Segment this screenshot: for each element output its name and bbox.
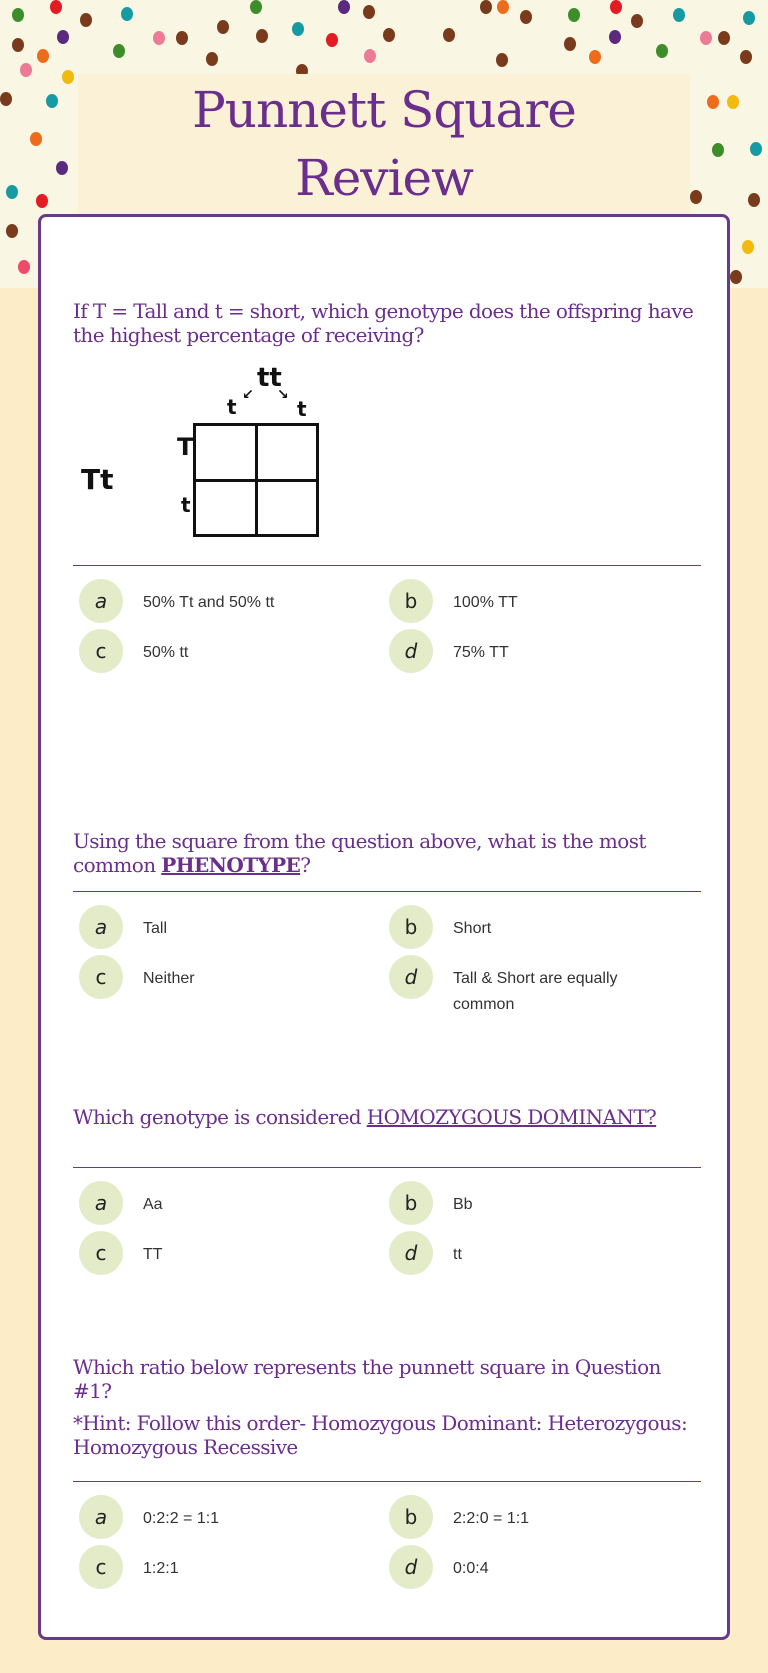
letter-a-bubble: a — [79, 905, 123, 949]
worksheet-card — [38, 214, 730, 1640]
question-2-text: Using the square from the question above, what is the most common PHENOTYPE? — [73, 829, 646, 877]
letter-b-bubble: b — [389, 905, 433, 949]
answer-text: Neither — [143, 970, 195, 987]
top-parent-label: tt — [257, 363, 282, 393]
question-4 — [73, 1355, 701, 1459]
question-3-answers — [79, 1181, 707, 1281]
title-line-2: Review — [295, 149, 473, 207]
answer-text: 50% Tt and 50% tt — [143, 594, 275, 611]
homozygous-dominant-emphasis: HOMOZYGOUS DOMINANT? — [366, 1105, 657, 1129]
answer-text: Tall — [143, 920, 168, 937]
letter-c-bubble: c — [79, 629, 123, 673]
letter-d-bubble: d — [389, 955, 433, 999]
question-3-text: Which genotype is considered HOMOZYGOUS DOMINANT? — [73, 1105, 657, 1129]
answer-text: Tall & Short are equally common — [453, 970, 618, 1013]
letter-a-bubble: a — [79, 1495, 123, 1539]
title-line-1: Punnett Square — [192, 81, 576, 139]
side-parent-label: Tt — [81, 463, 114, 496]
question-3 — [73, 1105, 701, 1129]
letter-a-bubble: a — [79, 579, 123, 623]
question-3-divider — [73, 1167, 701, 1168]
phenotype-emphasis: PHENOTYPE — [161, 853, 301, 877]
punnett-square-diagram — [81, 363, 321, 543]
answer-text: Short — [453, 920, 492, 937]
answer-text: 0:2:2 = 1:1 — [143, 1510, 220, 1527]
letter-d-bubble: d — [389, 629, 433, 673]
answer-text: 1:2:1 — [143, 1560, 179, 1577]
answer-option-c[interactable] — [79, 629, 379, 673]
letter-d-bubble: d — [389, 1231, 433, 1275]
question-2-divider — [73, 891, 701, 892]
answer-option-b[interactable] — [389, 579, 689, 623]
letter-b-bubble: b — [389, 579, 433, 623]
answer-option-c[interactable] — [79, 1545, 379, 1589]
punnett-grid — [193, 423, 319, 537]
answer-option-d[interactable] — [389, 1545, 689, 1589]
answer-text: Aa — [143, 1196, 163, 1213]
question-1 — [73, 299, 701, 347]
question-4-hint: *Hint: Follow this order- Homozygous Dominant: Heterozygous: Homozygous Recessive — [73, 1411, 688, 1459]
question-1-divider — [73, 565, 701, 566]
side-allele-1: T — [177, 433, 194, 461]
answer-option-d[interactable] — [389, 629, 689, 673]
answer-text: Bb — [453, 1196, 473, 1213]
answer-option-a[interactable] — [79, 1181, 379, 1225]
answer-option-c[interactable] — [79, 955, 379, 999]
question-2-answers — [79, 905, 707, 1015]
answer-option-c[interactable] — [79, 1231, 379, 1275]
answer-option-a[interactable] — [79, 1495, 379, 1539]
question-4-divider — [73, 1481, 701, 1482]
question-2 — [73, 829, 701, 877]
letter-b-bubble: b — [389, 1181, 433, 1225]
top-allele-2: t — [297, 397, 307, 421]
question-1-answers — [79, 579, 707, 679]
question-4-text: Which ratio below represents the punnett square in Question #1? — [73, 1355, 661, 1403]
answer-text: TT — [143, 1246, 163, 1263]
answer-text: 100% TT — [453, 594, 518, 611]
answer-text: 75% TT — [453, 644, 509, 661]
answer-option-a[interactable] — [79, 905, 379, 949]
letter-b-bubble: b — [389, 1495, 433, 1539]
answer-option-b[interactable] — [389, 1495, 689, 1539]
letter-c-bubble: c — [79, 1231, 123, 1275]
answer-option-d[interactable] — [389, 1231, 689, 1275]
answer-option-a[interactable] — [79, 579, 379, 623]
answer-text: 2:2:0 = 1:1 — [453, 1510, 530, 1527]
letter-d-bubble: d — [389, 1545, 433, 1589]
top-allele-1: t — [227, 395, 237, 419]
letter-c-bubble: c — [79, 955, 123, 999]
side-allele-2: t — [181, 493, 191, 517]
page-title — [78, 76, 690, 212]
answer-option-d[interactable] — [389, 955, 689, 1018]
arrow-left-icon: ↙ — [242, 387, 254, 403]
letter-c-bubble: c — [79, 1545, 123, 1589]
answer-text: 50% tt — [143, 644, 189, 661]
question-1-text: If T = Tall and t = short, which genotype does the offspring have the highest percentage of receiving? — [73, 299, 694, 347]
answer-option-b[interactable] — [389, 905, 689, 949]
question-4-answers — [79, 1495, 707, 1595]
answer-option-b[interactable] — [389, 1181, 689, 1225]
answer-text: tt — [453, 1246, 462, 1263]
answer-text: 0:0:4 — [453, 1560, 489, 1577]
letter-a-bubble: a — [79, 1181, 123, 1225]
arrow-right-icon: ↘ — [277, 387, 289, 403]
